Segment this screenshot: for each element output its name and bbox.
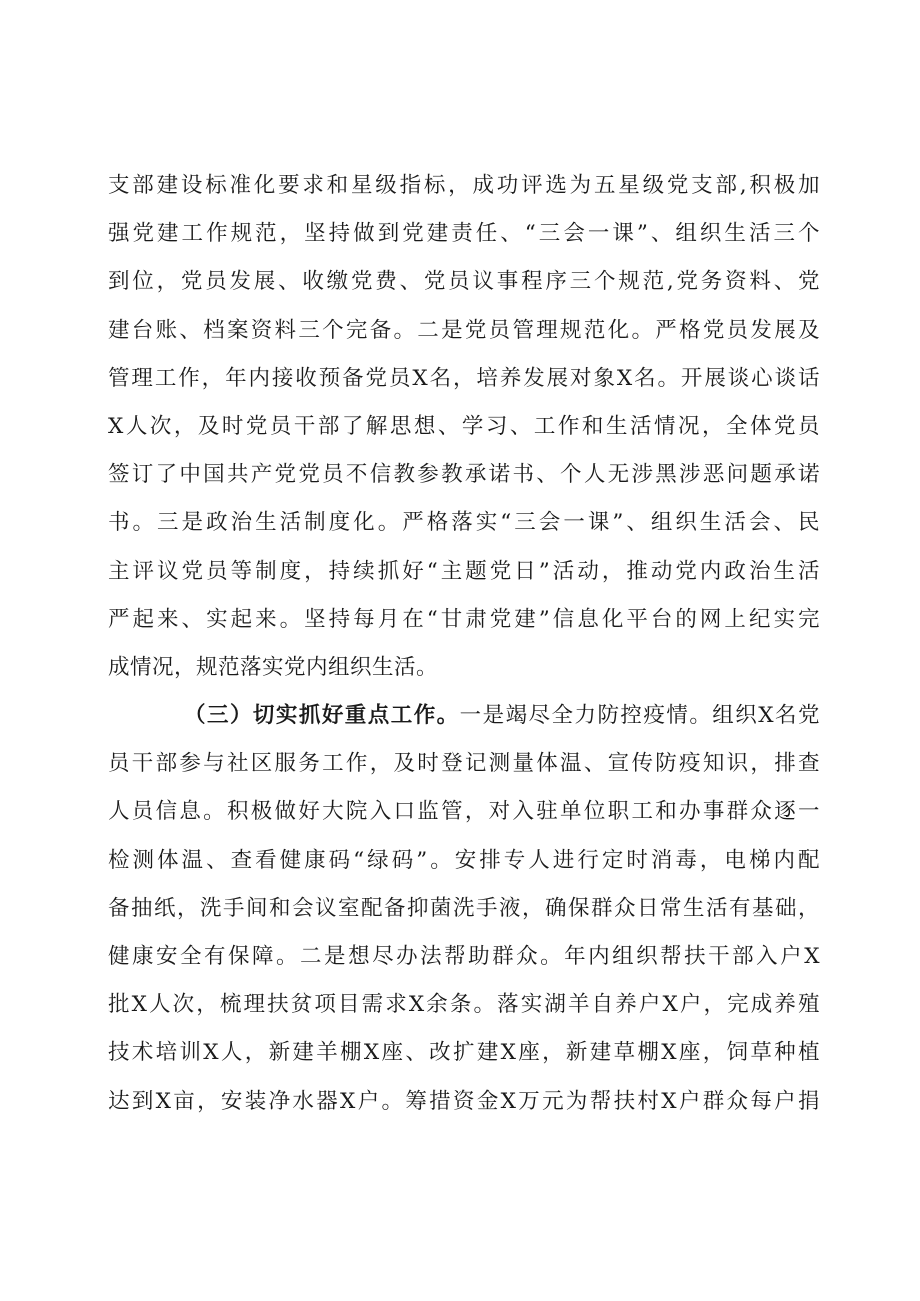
paragraph-line: 建台账、档案资料三个完备。二是党员管理规范化。严格党员发展及 [108, 317, 820, 343]
section-first-line-text: 一是竭尽全力防控疫情。组织X名党 [459, 703, 820, 729]
paragraph-line: 强党建工作规范，坚持做到党建责任、“三会一课”、组织生活三个 [108, 221, 820, 247]
section-heading: （三）切实抓好重点工作。 [184, 703, 460, 729]
section-heading-line [108, 692, 820, 740]
paragraph-line: 签订了中国共产党党员不信教参教承诺书、个人无涉黑涉恶问题承诺 [108, 462, 820, 488]
paragraph-line: 人员信息。积极做好大院入口监管，对入驻单位职工和办事群众逐一 [108, 799, 820, 825]
paragraph-line: 支部建设标准化要求和星级指标，成功评选为五星级党支部,积极加 [108, 173, 820, 198]
paragraph-line: 成情况，规范落实党内组织生活。 [108, 654, 439, 680]
paragraph-line: 主评议党员等制度，持续抓好“主题党日”活动，推动党内政治生活 [108, 558, 820, 584]
paragraph-line: 书。三是政治生活制度化。严格落实“三会一课”、组织生活会、民 [108, 510, 820, 536]
paragraph-line: 健康安全有保障。二是想尽办法帮助群众。年内组织帮扶干部入户X [108, 944, 820, 969]
paragraph-line: 检测体温、查看健康码“绿码”。安排专人进行定时消毒，电梯内配 [108, 847, 820, 873]
paragraph-line: 严起来、实起来。坚持每月在“甘肃党建”信息化平台的网上纪实完 [108, 606, 820, 632]
document-body [108, 162, 820, 1126]
paragraph-line: X人次，及时党员干部了解思想、学习、工作和生活情况，全体党员 [108, 413, 820, 439]
paragraph-line: 达到X亩，安装净水器X户。筹措资金X万元为帮扶村X户群众每户捐 [108, 1088, 820, 1114]
paragraph-line: 备抽纸，洗手间和会议室配备抑菌洗手液，确保群众日常生活有基础， [108, 895, 820, 921]
paragraph-line: 技术培训X人，新建羊棚X座、改扩建X座，新建草棚X座，饲草种植 [108, 1040, 820, 1066]
paragraph-line: 批X人次，梳理扶贫项目需求X余条。落实湖羊自养户X户，完成养殖 [108, 992, 820, 1018]
paragraph-line: 管理工作，年内接收预备党员X名，培养发展对象X名。开展谈心谈话 [108, 365, 820, 391]
paragraph-line: 员干部参与社区服务工作，及时登记测量体温、宣传防疫知识，排查 [108, 751, 820, 777]
paragraph-line: 到位，党员发展、收缴党费、党员议事程序三个规范,党务资料、党 [108, 269, 820, 295]
